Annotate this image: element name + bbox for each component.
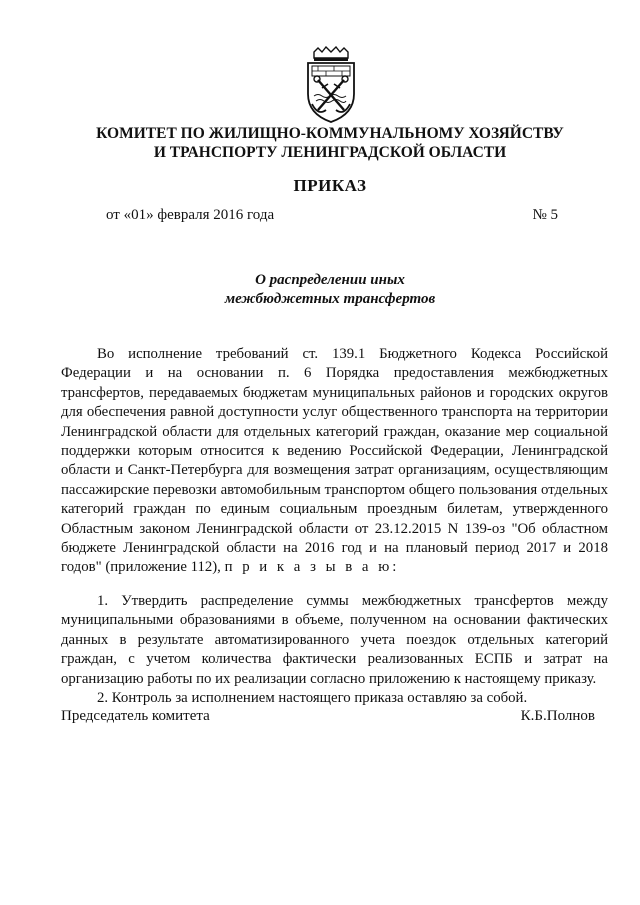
document-date: от «01» февраля 2016 года — [106, 207, 275, 223]
coat-of-arms-emblem — [296, 46, 366, 126]
org-name-line-1: КОМИТЕТ ПО ЖИЛИЩНО-КОММУНАЛЬНОМУ ХОЗЯЙСТВУ — [96, 125, 564, 142]
signatory-title: Председатель комитета — [61, 708, 210, 724]
intro-paragraph — [61, 345, 608, 578]
order-word: п р и к а з ы в а ю: — [224, 559, 400, 576]
order-item-2: 2. Контроль за исполнением настоящего приказа оставляю за собой. — [97, 689, 528, 706]
document-subject — [60, 271, 600, 309]
org-name-line-2: И ТРАНСПОРТУ ЛЕНИНГРАДСКОЙ ОБЛАСТИ — [153, 144, 507, 161]
document-number: № 5 — [532, 207, 558, 223]
document-type-title: ПРИКАЗ — [293, 176, 367, 195]
signatory-name: К.Б.Полнов — [520, 708, 595, 724]
subject-line-1: О распределении иных — [255, 272, 405, 288]
organization-name — [60, 124, 600, 162]
intro-text: Во исполнение требований ст. 139.1 Бюджетного Кодекса Российской Федерации и на основании п. 6 Порядка предоставления межбюджетных трансфертов, передаваемых бюджетам муниципальных районов и городских округов для обеспечения равной доступности услуг общественного транспорта на территории Ленинградской области для отдельных категорий граждан, оказание мер социальной поддержки которым относится к ведению Российской Федерации, Ленинградской области и Санкт-Петербурга для возмещения затрат организациям, осуществляющим пассажирские перевозки автомобильным транспортом общего пользования отдельных категорий граждан по единым социальным проездным билетам, утвержденного Областным законом Ленинградской области от 23.12.2015 N 139-оз "Об областном бюджете Ленинградской области на 2016 год и на плановый период 2017 и 2018 годов" (приложение 112), — [61, 346, 608, 576]
order-item-1: 1. Утвердить распределение суммы межбюджетных трансфертов между муниципальными образованиями в объеме, полученном на основании фактических данных в результате автоматизированного учета поездок отдельных категорий граждан, с учетом количества фактически реализованных ЕСПБ и затрат на организацию работы по их реализации согласно приложению к настоящему приказу. — [61, 592, 608, 687]
subject-line-2: межбюджетных трансфертов — [224, 291, 436, 307]
document-body — [61, 345, 608, 708]
